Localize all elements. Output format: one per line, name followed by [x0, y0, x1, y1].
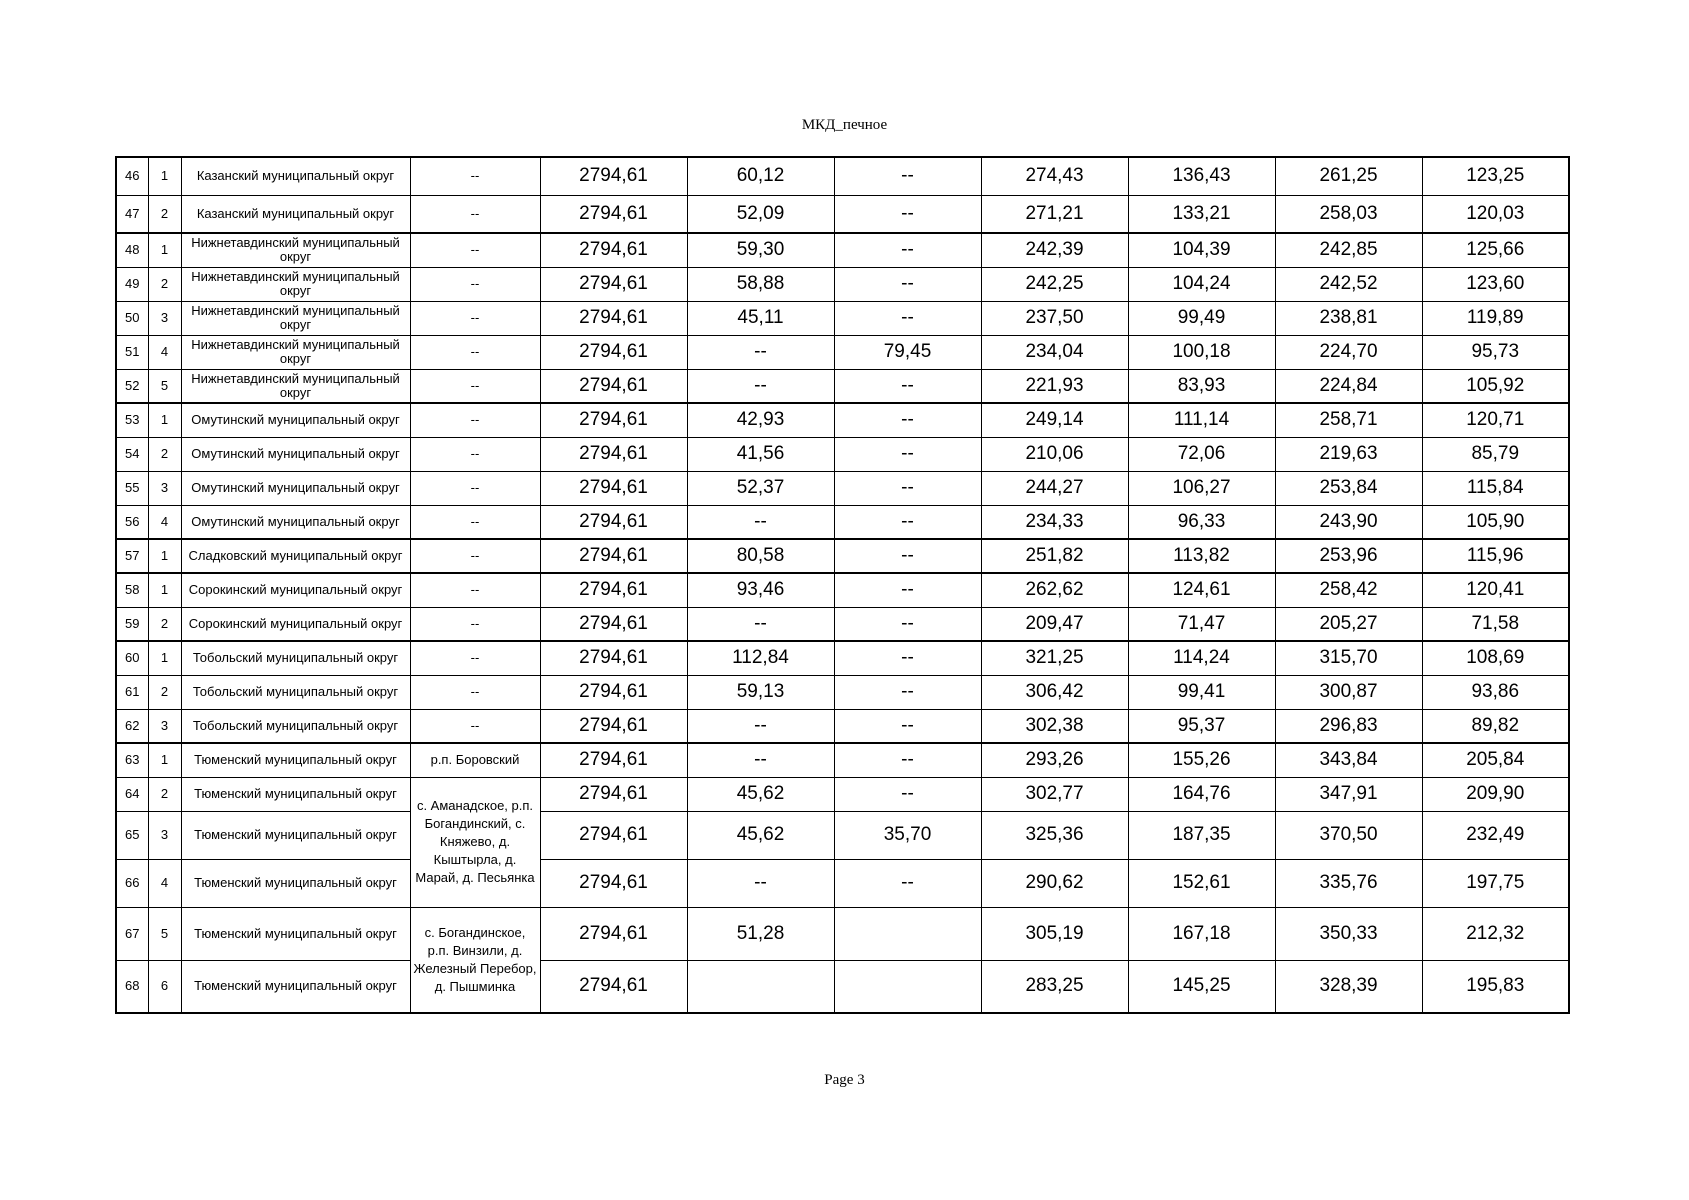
settlement-cell: --	[410, 267, 540, 301]
value-cell: 71,58	[1422, 607, 1569, 641]
value-cell: 2794,61	[540, 195, 687, 233]
value-cell: 243,90	[1275, 505, 1422, 539]
value-cell: 2794,61	[540, 539, 687, 573]
row-number-cell: 61	[116, 675, 148, 709]
value-cell: --	[687, 743, 834, 777]
row-number-cell: 52	[116, 369, 148, 403]
value-cell: 45,62	[687, 811, 834, 859]
value-cell: 93,86	[1422, 675, 1569, 709]
district-name-cell: Тюменский муниципальный округ	[181, 907, 410, 960]
value-cell: --	[834, 157, 981, 195]
row-number-cell: 58	[116, 573, 148, 607]
table-row	[116, 471, 1569, 505]
value-cell: 106,27	[1128, 471, 1275, 505]
sub-index-cell: 1	[148, 403, 181, 437]
table-row	[116, 777, 1569, 811]
value-cell: 95,73	[1422, 335, 1569, 369]
value-cell: 114,24	[1128, 641, 1275, 675]
sub-index-cell: 1	[148, 573, 181, 607]
value-cell: 125,66	[1422, 233, 1569, 267]
sub-index-cell: 1	[148, 157, 181, 195]
value-cell: --	[687, 709, 834, 743]
value-cell: 104,39	[1128, 233, 1275, 267]
settlement-cell: --	[410, 335, 540, 369]
value-cell: 261,25	[1275, 157, 1422, 195]
value-cell: --	[834, 505, 981, 539]
sub-index-cell: 6	[148, 960, 181, 1013]
value-cell: 2794,61	[540, 437, 687, 471]
value-cell: 41,56	[687, 437, 834, 471]
value-cell: 232,49	[1422, 811, 1569, 859]
value-cell: 242,52	[1275, 267, 1422, 301]
value-cell: 115,84	[1422, 471, 1569, 505]
district-name-cell: Омутинский муниципальный округ	[181, 471, 410, 505]
sub-index-cell: 2	[148, 607, 181, 641]
district-name-cell: Сорокинский муниципальный округ	[181, 573, 410, 607]
value-cell: 2794,61	[540, 709, 687, 743]
value-cell: 187,35	[1128, 811, 1275, 859]
settlement-cell: --	[410, 301, 540, 335]
value-cell: --	[834, 471, 981, 505]
value-cell: 164,76	[1128, 777, 1275, 811]
value-cell: 242,85	[1275, 233, 1422, 267]
value-cell: 99,41	[1128, 675, 1275, 709]
value-cell: 209,47	[981, 607, 1128, 641]
district-name-cell: Казанский муниципальный округ	[181, 157, 410, 195]
value-cell: 242,39	[981, 233, 1128, 267]
value-cell: 2794,61	[540, 301, 687, 335]
district-name-cell: Нижнетавдинский муниципальный округ	[181, 369, 410, 403]
value-cell: 124,61	[1128, 573, 1275, 607]
value-cell: 224,70	[1275, 335, 1422, 369]
value-cell: 262,62	[981, 573, 1128, 607]
value-cell: 305,19	[981, 907, 1128, 960]
row-number-cell: 57	[116, 539, 148, 573]
value-cell: 2794,61	[540, 403, 687, 437]
value-cell: 221,93	[981, 369, 1128, 403]
table-row	[116, 157, 1569, 195]
value-cell: 258,03	[1275, 195, 1422, 233]
value-cell: 83,93	[1128, 369, 1275, 403]
table-row	[116, 675, 1569, 709]
value-cell: 93,46	[687, 573, 834, 607]
district-name-cell: Тюменский муниципальный округ	[181, 811, 410, 859]
value-cell: 224,84	[1275, 369, 1422, 403]
value-cell: 72,06	[1128, 437, 1275, 471]
row-number-cell: 62	[116, 709, 148, 743]
row-number-cell: 46	[116, 157, 148, 195]
sub-index-cell: 5	[148, 907, 181, 960]
table-row	[116, 195, 1569, 233]
value-cell: 209,90	[1422, 777, 1569, 811]
value-cell: 45,11	[687, 301, 834, 335]
row-number-cell: 47	[116, 195, 148, 233]
settlement-cell: --	[410, 539, 540, 573]
table-row	[116, 960, 1569, 1013]
value-cell: 205,27	[1275, 607, 1422, 641]
value-cell: 244,27	[981, 471, 1128, 505]
value-cell: 335,76	[1275, 859, 1422, 907]
table-row	[116, 743, 1569, 777]
value-cell: 123,60	[1422, 267, 1569, 301]
value-cell: 258,42	[1275, 573, 1422, 607]
settlement-cell: с. Аманадское, р.п. Богандинский, с. Княжево, д. Кыштырла, д. Марай, д. Песьянка	[410, 777, 540, 907]
value-cell: --	[834, 301, 981, 335]
value-cell: --	[687, 607, 834, 641]
value-cell: 2794,61	[540, 335, 687, 369]
value-cell: 120,03	[1422, 195, 1569, 233]
sub-index-cell: 2	[148, 675, 181, 709]
row-number-cell: 67	[116, 907, 148, 960]
value-cell: 234,04	[981, 335, 1128, 369]
value-cell: 112,84	[687, 641, 834, 675]
settlement-cell: р.п. Боровский	[410, 743, 540, 777]
settlement-cell: --	[410, 233, 540, 267]
value-cell: 60,12	[687, 157, 834, 195]
row-number-cell: 53	[116, 403, 148, 437]
table-row	[116, 335, 1569, 369]
value-cell: 52,37	[687, 471, 834, 505]
value-cell: 105,92	[1422, 369, 1569, 403]
district-name-cell: Сорокинский муниципальный округ	[181, 607, 410, 641]
value-cell: 195,83	[1422, 960, 1569, 1013]
value-cell: 283,25	[981, 960, 1128, 1013]
settlement-cell: --	[410, 403, 540, 437]
value-cell: 253,84	[1275, 471, 1422, 505]
sub-index-cell: 2	[148, 195, 181, 233]
value-cell: 2794,61	[540, 907, 687, 960]
district-name-cell: Тюменский муниципальный округ	[181, 777, 410, 811]
row-number-cell: 60	[116, 641, 148, 675]
sub-index-cell: 3	[148, 301, 181, 335]
value-cell: 306,42	[981, 675, 1128, 709]
settlement-cell: --	[410, 607, 540, 641]
district-name-cell: Казанский муниципальный округ	[181, 195, 410, 233]
value-cell: 321,25	[981, 641, 1128, 675]
settlement-cell: --	[410, 709, 540, 743]
sub-index-cell: 3	[148, 709, 181, 743]
table-row	[116, 267, 1569, 301]
district-name-cell: Нижнетавдинский муниципальный округ	[181, 301, 410, 335]
value-cell: 79,45	[834, 335, 981, 369]
value-cell: 302,38	[981, 709, 1128, 743]
table-row	[116, 301, 1569, 335]
value-cell: 2794,61	[540, 811, 687, 859]
district-name-cell: Нижнетавдинский муниципальный округ	[181, 335, 410, 369]
value-cell: 111,14	[1128, 403, 1275, 437]
district-name-cell: Тюменский муниципальный округ	[181, 960, 410, 1013]
row-number-cell: 66	[116, 859, 148, 907]
settlement-cell: --	[410, 195, 540, 233]
value-cell: 205,84	[1422, 743, 1569, 777]
value-cell: 115,96	[1422, 539, 1569, 573]
district-name-cell: Омутинский муниципальный округ	[181, 505, 410, 539]
settlement-cell: с. Богандинское, р.п. Винзили, д. Железный Перебор, д. Пышминка	[410, 907, 540, 1013]
sub-index-cell: 2	[148, 777, 181, 811]
value-cell: 59,13	[687, 675, 834, 709]
value-cell: 123,25	[1422, 157, 1569, 195]
value-cell: 238,81	[1275, 301, 1422, 335]
value-cell: 145,25	[1128, 960, 1275, 1013]
value-cell: --	[834, 675, 981, 709]
sub-index-cell: 4	[148, 859, 181, 907]
value-cell: 2794,61	[540, 960, 687, 1013]
sub-index-cell: 4	[148, 335, 181, 369]
value-cell: --	[834, 539, 981, 573]
value-cell: 2794,61	[540, 471, 687, 505]
district-name-cell: Нижнетавдинский муниципальный округ	[181, 267, 410, 301]
value-cell: --	[687, 859, 834, 907]
table-row	[116, 907, 1569, 960]
value-cell	[687, 960, 834, 1013]
value-cell: 290,62	[981, 859, 1128, 907]
district-name-cell: Тобольский муниципальный округ	[181, 675, 410, 709]
value-cell: 347,91	[1275, 777, 1422, 811]
row-number-cell: 50	[116, 301, 148, 335]
settlement-cell: --	[410, 369, 540, 403]
table-row	[116, 859, 1569, 907]
table-row	[116, 709, 1569, 743]
table-row	[116, 573, 1569, 607]
value-cell: 271,21	[981, 195, 1128, 233]
value-cell: 343,84	[1275, 743, 1422, 777]
settlement-cell: --	[410, 641, 540, 675]
value-cell: 51,28	[687, 907, 834, 960]
value-cell: 45,62	[687, 777, 834, 811]
value-cell: 2794,61	[540, 859, 687, 907]
sub-index-cell: 4	[148, 505, 181, 539]
row-number-cell: 56	[116, 505, 148, 539]
sub-index-cell: 3	[148, 471, 181, 505]
value-cell: --	[834, 743, 981, 777]
district-name-cell: Сладковский муниципальный округ	[181, 539, 410, 573]
value-cell: 350,33	[1275, 907, 1422, 960]
value-cell: 2794,61	[540, 777, 687, 811]
value-cell: 253,96	[1275, 539, 1422, 573]
value-cell: --	[834, 403, 981, 437]
value-cell: 113,82	[1128, 539, 1275, 573]
value-cell: 251,82	[981, 539, 1128, 573]
value-cell: 96,33	[1128, 505, 1275, 539]
settlement-cell: --	[410, 471, 540, 505]
district-name-cell: Омутинский муниципальный округ	[181, 437, 410, 471]
value-cell: --	[834, 641, 981, 675]
value-cell: 370,50	[1275, 811, 1422, 859]
value-cell: 302,77	[981, 777, 1128, 811]
value-cell: 293,26	[981, 743, 1128, 777]
table-row	[116, 437, 1569, 471]
value-cell: 2794,61	[540, 233, 687, 267]
table-row	[116, 369, 1569, 403]
value-cell: 2794,61	[540, 675, 687, 709]
table-row	[116, 539, 1569, 573]
value-cell: 2794,61	[540, 607, 687, 641]
value-cell	[834, 960, 981, 1013]
value-cell: 167,18	[1128, 907, 1275, 960]
sub-index-cell: 1	[148, 539, 181, 573]
sub-index-cell: 3	[148, 811, 181, 859]
value-cell: --	[834, 437, 981, 471]
value-cell: --	[834, 777, 981, 811]
sub-index-cell: 1	[148, 641, 181, 675]
value-cell: 120,41	[1422, 573, 1569, 607]
value-cell: 325,36	[981, 811, 1128, 859]
value-cell: 99,49	[1128, 301, 1275, 335]
value-cell: 2794,61	[540, 743, 687, 777]
value-cell: --	[687, 369, 834, 403]
settlement-cell: --	[410, 573, 540, 607]
value-cell: 242,25	[981, 267, 1128, 301]
value-cell	[834, 907, 981, 960]
value-cell: 100,18	[1128, 335, 1275, 369]
value-cell: 80,58	[687, 539, 834, 573]
value-cell: 258,71	[1275, 403, 1422, 437]
value-cell: 237,50	[981, 301, 1128, 335]
value-cell: 71,47	[1128, 607, 1275, 641]
row-number-cell: 64	[116, 777, 148, 811]
value-cell: 136,43	[1128, 157, 1275, 195]
sub-index-cell: 5	[148, 369, 181, 403]
row-number-cell: 68	[116, 960, 148, 1013]
sub-index-cell: 1	[148, 233, 181, 267]
district-name-cell: Тобольский муниципальный округ	[181, 709, 410, 743]
table-body	[116, 157, 1569, 1013]
value-cell: 42,93	[687, 403, 834, 437]
value-cell: 152,61	[1128, 859, 1275, 907]
value-cell: 108,69	[1422, 641, 1569, 675]
settlement-cell: --	[410, 505, 540, 539]
value-cell: 2794,61	[540, 573, 687, 607]
value-cell: 59,30	[687, 233, 834, 267]
value-cell: 197,75	[1422, 859, 1569, 907]
value-cell: 85,79	[1422, 437, 1569, 471]
row-number-cell: 55	[116, 471, 148, 505]
value-cell: --	[834, 267, 981, 301]
value-cell: 52,09	[687, 195, 834, 233]
value-cell: --	[834, 573, 981, 607]
value-cell: --	[834, 369, 981, 403]
row-number-cell: 59	[116, 607, 148, 641]
value-cell: --	[834, 709, 981, 743]
value-cell: 296,83	[1275, 709, 1422, 743]
table-row	[116, 811, 1569, 859]
table-row	[116, 505, 1569, 539]
value-cell: 212,32	[1422, 907, 1569, 960]
tariff-table	[115, 156, 1570, 1014]
value-cell: 105,90	[1422, 505, 1569, 539]
value-cell: --	[687, 335, 834, 369]
value-cell: 104,24	[1128, 267, 1275, 301]
value-cell: 155,26	[1128, 743, 1275, 777]
value-cell: --	[834, 195, 981, 233]
value-cell: --	[834, 859, 981, 907]
row-number-cell: 65	[116, 811, 148, 859]
value-cell: 219,63	[1275, 437, 1422, 471]
page-footer: Page 3	[824, 1072, 865, 1088]
row-number-cell: 63	[116, 743, 148, 777]
district-name-cell: Тюменский муниципальный округ	[181, 743, 410, 777]
row-number-cell: 49	[116, 267, 148, 301]
value-cell: 300,87	[1275, 675, 1422, 709]
value-cell: 2794,61	[540, 369, 687, 403]
value-cell: 210,06	[981, 437, 1128, 471]
value-cell: 2794,61	[540, 505, 687, 539]
value-cell: 274,43	[981, 157, 1128, 195]
sub-index-cell: 2	[148, 267, 181, 301]
sub-index-cell: 2	[148, 437, 181, 471]
value-cell: 89,82	[1422, 709, 1569, 743]
value-cell: 328,39	[1275, 960, 1422, 1013]
value-cell: 119,89	[1422, 301, 1569, 335]
row-number-cell: 54	[116, 437, 148, 471]
sub-index-cell: 1	[148, 743, 181, 777]
district-name-cell: Нижнетавдинский муниципальный округ	[181, 233, 410, 267]
value-cell: 58,88	[687, 267, 834, 301]
table-row	[116, 641, 1569, 675]
district-name-cell: Тобольский муниципальный округ	[181, 641, 410, 675]
table-row	[116, 403, 1569, 437]
value-cell: 249,14	[981, 403, 1128, 437]
table-row	[116, 233, 1569, 267]
value-cell: 2794,61	[540, 157, 687, 195]
district-name-cell: Омутинский муниципальный округ	[181, 403, 410, 437]
row-number-cell: 51	[116, 335, 148, 369]
value-cell: 95,37	[1128, 709, 1275, 743]
settlement-cell: --	[410, 675, 540, 709]
settlement-cell: --	[410, 437, 540, 471]
value-cell: --	[834, 607, 981, 641]
settlement-cell: --	[410, 157, 540, 195]
value-cell: 2794,61	[540, 267, 687, 301]
value-cell: 133,21	[1128, 195, 1275, 233]
value-cell: --	[834, 233, 981, 267]
row-number-cell: 48	[116, 233, 148, 267]
value-cell: --	[687, 505, 834, 539]
table-row	[116, 607, 1569, 641]
page-header: МКД_печное	[801, 117, 888, 133]
value-cell: 315,70	[1275, 641, 1422, 675]
value-cell: 120,71	[1422, 403, 1569, 437]
district-name-cell: Тюменский муниципальный округ	[181, 859, 410, 907]
value-cell: 35,70	[834, 811, 981, 859]
value-cell: 234,33	[981, 505, 1128, 539]
value-cell: 2794,61	[540, 641, 687, 675]
